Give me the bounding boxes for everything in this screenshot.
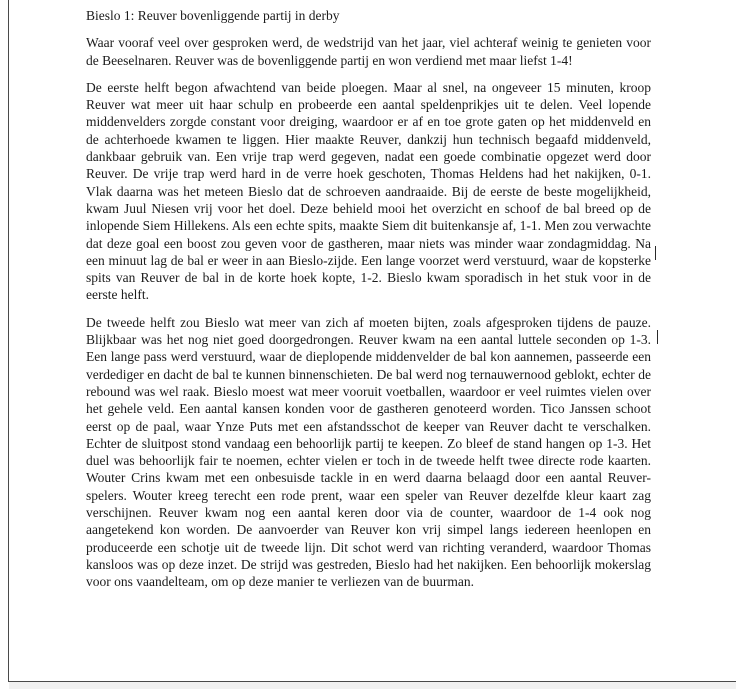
- text-cursor: [655, 246, 656, 260]
- document-content[interactable]: [9, 0, 736, 601]
- document-page[interactable]: [8, 0, 736, 682]
- outside-page-area: [9, 682, 736, 689]
- paragraph-second-half[interactable]: De tweede helft zou Bieslo wat meer van zich af moeten bijten, zoals afgesproken tijdens de pauze. Blijkbaar was het nog niet goed doorgedrongen. Reuver kwam na een aantal luttele seconden op 1-3. Een lange pass werd verstuurd, waar de dieplopende middenvelder de bal kon aannemen, passeerde een verdediger en dacht de bal te kunnen binnenschieten. De bal werd nog ternauwernood geblokt, echter de rebound was wel raak. Bieslo moest wat meer vooruit voetballen, waardoor er veel ruimtes vielen over het gehele veld. Een aantal kansen konden voor de gastheren genoteerd worden. Tico Janssen schoot eerst op de paal, waar Ynze Puts met een afstandsschot de keeper van Reuver dacht te verschalken. Echter de sluitpost stond vandaag een behoorlijk partij te keepen. Zo bleef de stand hangen op 1-3. Het duel was behoorlijk fair te noemen, echter vielen er toch in de tweede helft twee directe rode kaarten. Wouter Crins kwam met een onbesuisde tackle in en werd daarna belaagd door een aantal Reuver-spelers. Wouter kreeg terecht een rode prent, waar een speler van Reuver dezelfde kleur kaart zag verschijnen. Reuver kwam nog een aantal keren door via de counter, waardoor de 1-4 ook nog aangetekend kon worden. De aanvoerder van Reuver kon vrij simpel langs iedereen heenlopen en produceerde een schotje uit de tweede lijn. Dit schot werd van richting veranderd, waardoor Thomas kansloos was op deze inzet. De strijd was gestreden, Bieslo had het nakijken. Een behoorlijk mokerslag voor ons vaandelteam, om op deze manier te verliezen van de buurman.: [86, 314, 651, 590]
- paragraph-intro[interactable]: Waar vooraf veel over gesproken werd, de wedstrijd van het jaar, viel achteraf weinig te genieten voor de Beeselnaren. Reuver was de bovenliggende partij en won verdiend met maar liefst 1-4!: [86, 35, 651, 68]
- document-title[interactable]: Bieslo 1: Reuver bovenliggende partij in derby: [86, 8, 340, 23]
- text-cursor: [657, 330, 658, 344]
- paragraph-first-half[interactable]: De eerste helft begon afwachtend van beide ploegen. Maar al snel, na ongeveer 15 minuten, kroop Reuver wat meer uit haar schulp en probeerde een aantal speldenprikjes uit te delen. Veel lopende middenvelders zorgde constant voor dreiging, waardoor er af en toe grote gaten op het middenveld en de achterhoede kwamen te liggen. Hier maakte Reuver, dankzij hun technisch begaafd middenveld, dankbaar gebruik van. Een vrije trap werd gegeven, nadat een goede combinatie opgezet werd door Reuver. De vrije trap werd hard in de verre hoek geschoten, Thomas Heldens had het nakijken, 0-1. Vlak daarna was het meteen Bieslo dat de schroeven aandraaide. Bij de eerste de beste mogelijkheid, kwam Juul Niesen vrij voor het doel. Deze behield mooi het overzicht en schoof de bal breed op de inlopende Siem Hillekens. Als een echte spits, maakte Siem dit buitenkansje af, 1-1. Men zou verwachte dat deze goal een boost zou geven voor de gastheren, maar niets was minder waar zondagmiddag. Na een minuut lag de bal er weer in aan Bieslo-zijde. Een lange voorzet werd verstuurd, waar de kopsterke spits van Reuver de bal in de korte hoek kopte, 1-2. Bieslo kwam sporadisch in het stuk voor in de eerste helft.: [86, 79, 651, 303]
